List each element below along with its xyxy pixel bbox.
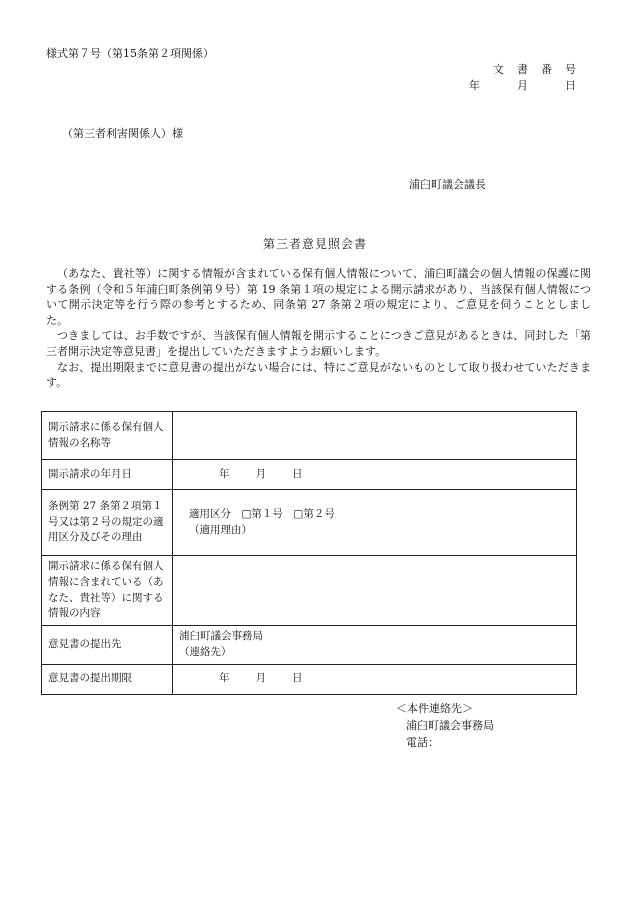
deadline-day: 日	[292, 672, 303, 685]
sender: 浦臼町議会議長	[409, 178, 486, 191]
table-row	[42, 664, 577, 694]
table-row	[42, 412, 577, 460]
row-value-submission-deadline[interactable]	[173, 664, 577, 694]
submission-contact-label: （連絡先）	[179, 645, 232, 658]
body-paragraph-2: つきましては、お手数ですが、当該保有個人情報を開示することにつきご意見があるときは、同封した「第三者開示決定等意見書」を提出していただきますようお願いします。	[46, 329, 591, 359]
row-value-info-content[interactable]	[173, 556, 577, 626]
body-text	[46, 266, 591, 391]
row-label-submission-destination: 意見書の提出先	[42, 626, 173, 665]
applicable-category-options: 適用区分 □第１号 □第２号	[189, 507, 335, 520]
document-number-block	[469, 62, 589, 93]
row-value-submission-destination[interactable]	[173, 626, 577, 665]
deadline-month: 月	[255, 672, 266, 685]
info-table	[41, 411, 577, 695]
document-date-label: 年 月 日	[469, 78, 589, 92]
row-label-request-date: 開示請求の年月日	[42, 460, 173, 490]
addressee: （第三者利害関係人）様	[62, 127, 183, 140]
contact-phone-label: 電話：	[406, 736, 439, 750]
request-date-day: 日	[292, 467, 303, 480]
body-paragraph-3: なお、提出期限までに意見書の提出がない場合には、特にご意見がないものとして取り扱わせていただきます。	[46, 360, 591, 390]
table-row	[42, 556, 577, 626]
document-title: 第三者意見照会書	[262, 237, 367, 251]
row-label-applicable-category: 条例第 27 条第２項第１号又は第２号の規定の適用区分及びその理由	[42, 490, 173, 556]
document-number-label: 文書番号	[493, 63, 589, 76]
deadline-year: 年	[219, 672, 230, 685]
row-label-info-content: 開示請求に係る保有個人情報に含まれている（あなた、貴社等）に関する情報の内容	[42, 556, 173, 626]
body-paragraph-1: （あなた、貴社等）に関する情報が含まれている保有個人情報について、浦臼町議会の個人情報の保護に関する条例（令和５年浦臼町条例第９号）第 19 条第１項の規定による開示請求があり、当該保有個人情報について開示決定等を行う際の参考とするため、同条第 27 条第２項の規定により、ご意見を伺うこととしました。	[46, 267, 591, 327]
row-value-request-date[interactable]	[173, 460, 577, 490]
form-number: 様式第７号（第15条第２項関係）	[46, 47, 214, 60]
row-label-submission-deadline: 意見書の提出期限	[42, 664, 173, 694]
table-row	[42, 460, 577, 490]
request-date-month: 月	[255, 467, 266, 480]
row-value-applicable-category[interactable]	[173, 490, 577, 556]
applicable-reason-label: （適用理由）	[189, 523, 252, 536]
submission-office: 浦臼町議会事務局	[179, 630, 263, 642]
request-date-year: 年	[219, 467, 230, 480]
contact-heading: ＜本件連絡先＞	[396, 702, 473, 715]
contact-block	[396, 700, 494, 751]
row-value-info-name[interactable]	[173, 412, 577, 460]
table-row	[42, 626, 577, 665]
row-label-info-name: 開示請求に係る保有個人情報の名称等	[42, 412, 173, 460]
table-row	[42, 490, 577, 556]
contact-office: 浦臼町議会事務局	[406, 719, 494, 733]
